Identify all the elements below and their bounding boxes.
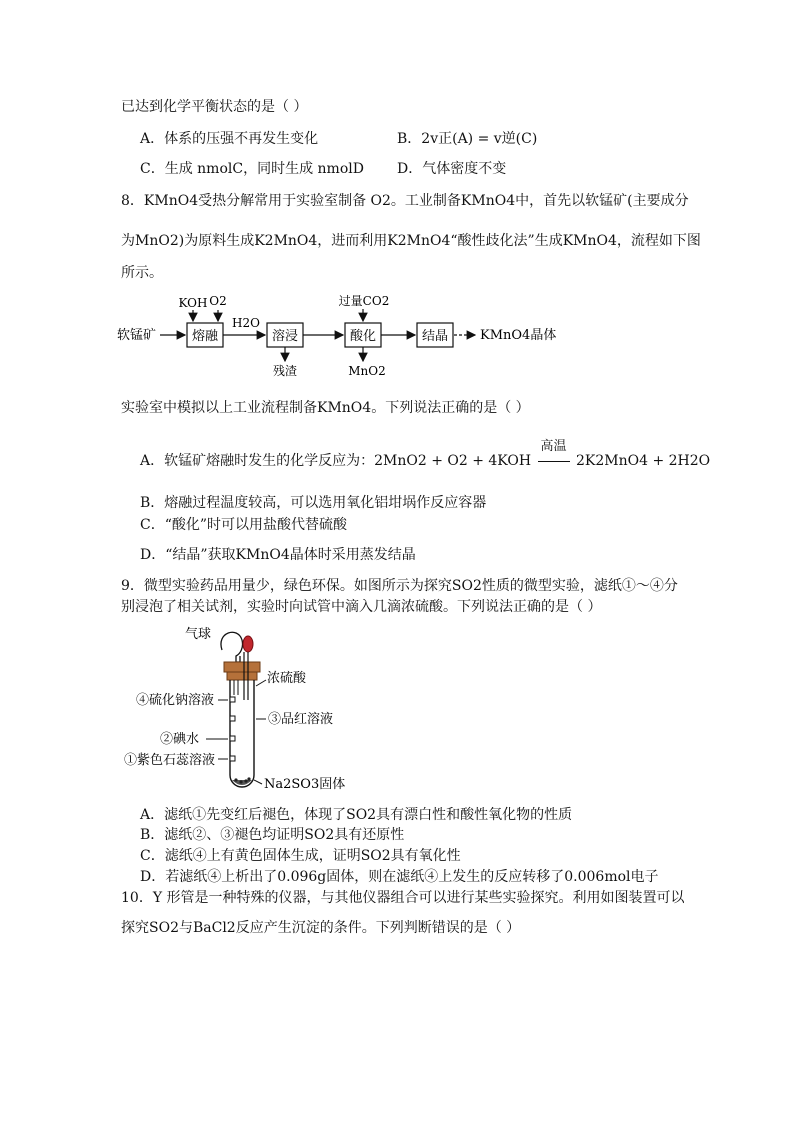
- flow-product: KMnO4晶体: [480, 328, 557, 343]
- q9-option-d: D．若滤纸④上析出了0.096g固体，则在滤纸④上发生的反应转移了0.006mol电子: [140, 869, 659, 885]
- reaction-condition-arrow: [538, 439, 570, 470]
- q7-option-b: [397, 130, 537, 148]
- fig-solid-label: Na2SO3固体: [264, 777, 346, 792]
- fig-balloon-label: 气球: [185, 627, 212, 642]
- q7-option-d: D．气体密度不变: [397, 161, 507, 177]
- flow-mno2: MnO2: [348, 364, 386, 378]
- q8-option-a-right: 2K2MnO4 + 2H2O: [575, 453, 711, 469]
- q9-stem-line1: 9．微型实验药品用量少，绿色环保。如图所示为探究SO2性质的微型实验，滤纸①～④分: [121, 578, 678, 594]
- q9-option-c: C．滤纸④上有黄色固体生成，证明SO2具有氧化性: [140, 848, 461, 864]
- q8-option-b: B．熔融过程温度较高，可以选用氧化铝坩埚作反应容器: [140, 495, 487, 511]
- q8-stem-line3: 所示。: [121, 265, 163, 281]
- filter-paper-1: [230, 756, 235, 761]
- q9-stem-line2: 别浸泡了相关试剂，实验时向试管中滴入几滴浓硫酸。下列说法正确的是（ ）: [121, 599, 602, 615]
- fig-paper3-label: ③品红溶液: [268, 712, 334, 727]
- flow-box-leach-label: 溶浸: [271, 329, 299, 344]
- reaction-condition: 高温: [540, 439, 567, 454]
- q7-option-c: C．生成 nmolC，同时生成 nmolD: [140, 161, 364, 177]
- q8-option-d: D．“结晶”获取KMnO4晶体时采用蒸发结晶: [140, 547, 416, 563]
- flow-box-acidify-label: 酸化: [349, 329, 377, 344]
- fig-acid-label: 浓硫酸: [267, 671, 307, 686]
- q10-stem-line1: 10．Y 形管是一种特殊的仪器，与其他仪器组合可以进行某些实验探究。利用如图装置可以: [121, 890, 685, 906]
- flow-box-melt-label: 熔融: [191, 329, 219, 344]
- q8-stem-line2: 为MnO2)为原料生成K2MnO4，进而利用K2MnO4“酸性歧化法”生成KMnO4，流程如下图: [121, 233, 701, 249]
- q8-option-a-prefix: A．软锰矿熔融时发生的化学反应为：: [140, 453, 375, 469]
- q8-option-a: [140, 439, 711, 470]
- stopper: [224, 662, 260, 672]
- q8-option-a-left: 2MnO2 + O2 + 4KOH: [374, 453, 532, 469]
- flow-reagent-o2: O2: [209, 294, 227, 308]
- q9-apparatus-figure: [118, 620, 368, 800]
- flow-start: 软锰矿: [117, 328, 157, 343]
- fig-paper1-label: ①紫色石蕊溶液: [124, 753, 216, 768]
- flow-reagent-co2: 过量CO2: [338, 294, 390, 308]
- fig-paper4-label: ④硫化钠溶液: [136, 693, 215, 708]
- q7-option-b-prefix: B．: [397, 131, 422, 147]
- q9-option-a: A．滤纸①先变红后褪色，体现了SO2具有漂白性和酸性氧化物的性质: [140, 807, 573, 823]
- test-tube: [230, 680, 254, 787]
- balloon-icon: [221, 632, 243, 662]
- flow-box-crystallize-label: 结晶: [421, 329, 449, 344]
- q8-stem-line1: 8．KMnO4受热分解常用于实验室制备 O2。工业制备KMnO4中，首先以软锰矿(主要成分: [121, 193, 689, 209]
- flow-reagent-koh: KOH: [178, 296, 208, 310]
- filter-paper-4: [230, 697, 235, 702]
- filter-paper-2: [230, 736, 235, 741]
- fig-paper2-label: ②碘水: [160, 732, 200, 747]
- flow-arrow-h2o: H2O: [232, 316, 260, 330]
- dropper-bulb-icon: [243, 636, 253, 652]
- q7-option-a: A．体系的压强不再发生变化: [140, 131, 319, 147]
- q8-option-c: C．“酸化”时可以用盐酸代替硫酸: [140, 517, 348, 533]
- flow-residue: 残渣: [272, 364, 298, 378]
- filter-paper-3: [230, 716, 235, 721]
- q7-option-b-formula: 2v正(A) = v逆(C): [421, 131, 538, 147]
- q7-stem-tail: 已达到化学平衡状态的是（ ）: [121, 99, 308, 115]
- q8-flow-chart: [115, 287, 585, 382]
- q9-option-b: B．滤纸②、③褪色均证明SO2具有还原性: [140, 827, 405, 843]
- q10-stem-line2: 探究SO2与BaCl2反应产生沉淀的条件。下列判断错误的是（ ）: [121, 920, 521, 936]
- q8-question: 实验室中模拟以上工业流程制备KMnO4。下列说法正确的是（ ）: [121, 400, 530, 416]
